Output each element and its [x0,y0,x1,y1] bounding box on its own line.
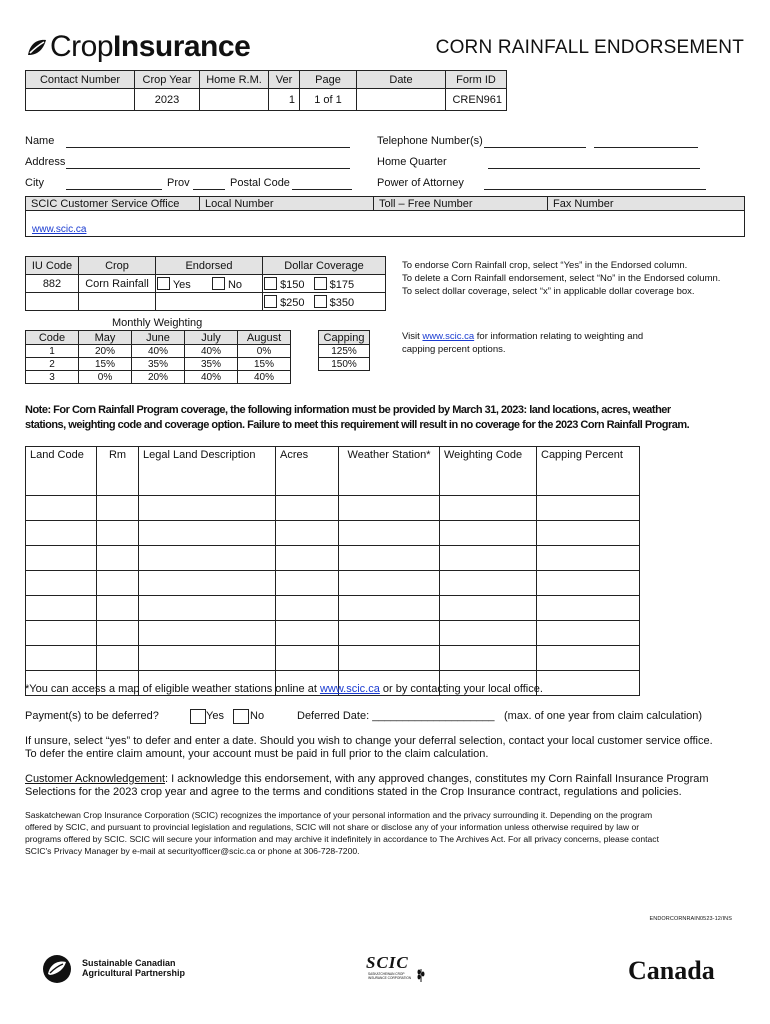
unsure-line-2: To defer the entire claim amount, your account must be paid in full prior to the claim calculation. [25,748,489,760]
capping-header: Capping [319,331,370,345]
visit-pre: Visit [402,331,423,342]
leaf-icon [26,37,48,59]
prov-label: Prov [167,177,190,189]
crop-year-value: 2023 [135,89,200,111]
page-value: 1 of 1 [300,89,357,111]
coverage-250-label: $250 [280,296,305,309]
weighting-row [26,345,291,358]
ack-title: Customer Acknowledgement [25,773,166,785]
address-field[interactable] [66,168,350,169]
privacy-line-3: programs offered by SCIC. SCIC will secure your information and may archive it indefinitely in accordance to The Archives Act. For all privacy concerns, please contact [25,834,659,844]
coverage-175-label: $175 [329,278,355,291]
telephone-label: Telephone Number(s) [377,135,483,147]
weighting-cell: 40% [132,345,185,358]
scic-logo: SCIC [366,953,409,972]
home-quarter-field[interactable] [488,168,700,169]
header-crop-year: Crop Year [135,71,200,89]
deferred-date-field[interactable]: Deferred Date: ____________________ [297,710,495,722]
ver-value: 1 [269,89,300,111]
power-of-attorney-label: Power of Attorney [377,177,464,189]
weighting-cell: 20% [132,371,185,384]
privacy-line-4: SCIC's Privacy Manager by e-mail at securityofficer@scic.ca or phone at 306-728-7200. [25,846,360,856]
weighting-header-june: June [132,331,185,345]
weighting-header-may: May [79,331,132,345]
instruction-line-3: To select dollar coverage, select “x” in applicable dollar coverage box. [402,286,695,297]
defer-label: Payment(s) to be deferred? [25,710,159,722]
power-of-attorney-field[interactable] [484,189,706,190]
weighting-cell: 15% [238,358,291,371]
city-label: City [25,177,44,189]
scic-subtitle: SASKATCHEWAN CROP INSURANCE CORPORATION [368,972,412,980]
name-label: Name [25,135,55,147]
coverage-150-label: $150 [280,278,305,291]
city-field[interactable] [66,189,162,190]
form-title: CORN RAINFALL ENDORSEMENT [435,37,744,58]
weighting-header-august: August [238,331,291,345]
monthly-weighting-title: Monthly Weighting [112,317,203,329]
iu-code-value: 882 [26,275,79,293]
home-quarter-label: Home Quarter [377,156,447,168]
unsure-line-1: If unsure, select “yes” to defer and enter a date. Should you wish to change your deferral selection, contact your local customer service office. [25,735,713,747]
form-id-value: CREN961 [446,89,507,111]
local-number-label: Local Number [200,197,374,211]
weather-station-header: Weather Station* [339,447,440,496]
header-ver: Ver [269,71,300,89]
privacy-statement [25,809,755,857]
coverage-250-checkbox[interactable] [264,295,277,308]
privacy-line-2: offered by SCIC, and pursuant to provincial legislation and regulations, SCIC will not share or disclose any of your information unless otherwise required by law or [25,822,640,832]
endorsed-header: Endorsed [156,257,263,275]
weighting-table [25,330,291,384]
visit-post: for information relating to weighting and [474,331,644,342]
iu-code-header: IU Code [26,257,79,275]
weighting-cell: 3 [26,371,79,384]
header-page: Page [300,71,357,89]
capping-150: 150% [319,358,370,371]
land-row[interactable] [26,571,640,596]
logo-insurance-text: Insurance [113,30,251,63]
unsure-note [25,735,755,761]
wheat-icon [414,966,428,982]
land-row[interactable] [26,496,640,521]
toll-free-label: Toll – Free Number [374,197,548,211]
logo-crop-text: Crop [50,30,114,63]
note-line-2: stations, weighting code and coverage option. Failure to meet this requirement will result in no coverage for the 2023 Corn Rainfall Program. [25,419,690,431]
header-date: Date [357,71,446,89]
weighting-cell: 0% [79,371,132,384]
capping-125: 125% [319,345,370,358]
telephone-field-2[interactable] [594,147,698,148]
visit-scic-note [402,330,643,356]
weighting-cell: 2 [26,358,79,371]
land-row[interactable] [26,621,640,646]
endorsed-no-checkbox[interactable] [212,277,225,290]
land-code-header: Land Code [26,447,97,496]
endorsed-yes-label: Yes [172,278,191,291]
land-row[interactable] [26,546,640,571]
contact-number-field[interactable] [26,89,135,111]
weighting-header-code: Code [26,331,79,345]
date-field[interactable] [357,89,446,111]
name-field[interactable] [66,147,350,148]
info-table [25,70,507,111]
endorsed-no-label: No [227,278,242,291]
rm-header: Rm [97,447,139,496]
visit-scic-link[interactable]: www.scic.ca [422,331,475,342]
header-home-rm: Home R.M. [200,71,269,89]
crop-table [25,256,386,311]
weighting-cell: 20% [79,345,132,358]
legal-land-description-header: Legal Land Description [139,447,276,496]
weighting-cell: 1 [26,345,79,358]
weighting-cell: 40% [238,371,291,384]
capping-table [318,330,370,371]
partnership-logo [40,954,74,984]
weighting-row [26,371,291,384]
postal-code-label: Postal Code [230,177,290,189]
weather-map-note [25,683,543,696]
home-rm-field[interactable] [200,89,269,111]
weighting-cell: 0% [238,345,291,358]
map-pre: *You can access a map of eligible weather stations online at [25,683,320,695]
visit-line-2: capping percent options. [402,344,506,355]
endorse-instructions [402,259,720,298]
partnership-line-1: Sustainable Canadian [82,958,176,968]
canada-wordmark: Canada [628,956,715,985]
endorsed-yes-checkbox[interactable] [157,277,170,290]
ack-text: : I acknowledge this endorsement, with any approved changes, constitutes my Corn Rainfall Insurance Program [165,773,709,785]
land-table [25,446,640,696]
website-link[interactable]: www.scic.ca [32,224,87,235]
acknowledgement [25,773,755,799]
cropinsurance-logo [26,30,250,64]
map-link[interactable]: www.scic.ca [319,683,380,695]
office-table [25,196,745,237]
coverage-350-checkbox[interactable] [314,295,327,308]
weighting-cell: 35% [132,358,185,371]
land-row[interactable] [26,596,640,621]
defer-no-checkbox[interactable] [233,709,249,724]
coverage-350-label: $350 [329,296,355,309]
partnership-leaf-icon [40,954,74,984]
header-contact-number: Contact Number [26,71,135,89]
instruction-line-2: To delete a Corn Rainfall endorsement, select “No” in the Endorsed column. [402,273,721,284]
acres-header: Acres [276,447,339,496]
land-row[interactable] [26,646,640,671]
fax-number-label: Fax Number [548,197,745,211]
form-code: ENDORCORNRAIN0523-12/INS [649,916,732,922]
partnership-line-2: Agricultural Partnership [82,968,186,978]
weighting-code-header: Weighting Code [440,447,537,496]
weighting-header-july: July [185,331,238,345]
deferred-date-note: (max. of one year from claim calculation) [504,710,703,722]
weighting-cell: 40% [185,345,238,358]
map-post: or by contacting your local office. [379,683,543,695]
instruction-line-1: To endorse Corn Rainfall crop, select “Yes” in the Endorsed column. [402,260,688,271]
dollar-coverage-header: Dollar Coverage [263,257,386,275]
weighting-cell: 15% [79,358,132,371]
weighting-cell: 35% [185,358,238,371]
capping-percent-header: Capping Percent [537,447,640,496]
office-label: SCIC Customer Service Office [26,197,200,211]
privacy-line-1: Saskatchewan Crop Insurance Corporation (SCIC) recognizes the importance of your personal information and the privacy surrounding it. Depending on the program [25,810,653,820]
crop-value: Corn Rainfall [79,275,156,293]
deadline-note [25,403,750,433]
telephone-field-1[interactable] [484,147,586,148]
postal-code-field[interactable] [292,189,352,190]
defer-yes-checkbox[interactable] [190,709,206,724]
weighting-row [26,358,291,371]
coverage-150-checkbox[interactable] [264,277,277,290]
defer-yes-label: Yes [206,710,224,722]
defer-no-label: No [250,710,265,722]
header-form-id: Form ID [446,71,507,89]
address-label: Address [25,156,66,168]
weighting-cell: 40% [185,371,238,384]
note-line-1: Note: For Corn Rainfall Program coverage, the following information must be provided by March 31, 2023: land locations, acres, weather [25,404,671,416]
partnership-text [82,958,185,978]
coverage-175-checkbox[interactable] [314,277,327,290]
ack-text-2: Selections for the 2023 crop year and agree to the terms and conditions stated in the Crop Insurance contract, regulations and policies. [25,786,682,798]
crop-header: Crop [79,257,156,275]
land-row[interactable] [26,521,640,546]
prov-field[interactable] [193,189,225,190]
